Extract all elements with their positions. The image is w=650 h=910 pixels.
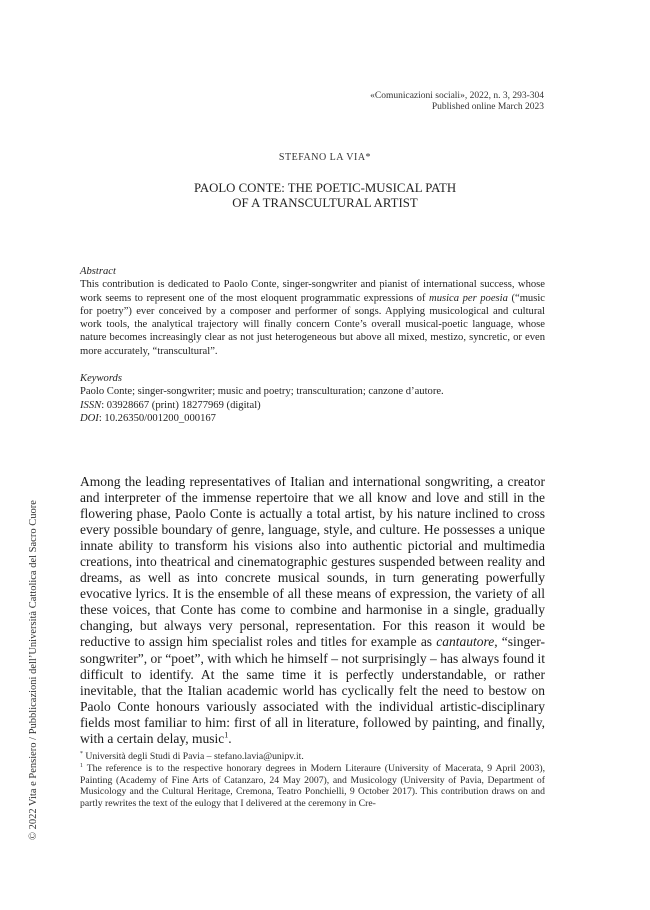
journal-citation: «Comunicazioni sociali», 2022, n. 3, 293-304 — [370, 91, 544, 101]
footnote-author — [80, 751, 545, 763]
footnote-mark: 1 — [80, 762, 83, 769]
body-text-part: Among the leading representatives of Italian and international songwriting, a creator and interpreter of the immense repertoire that we all know and love and still in the flowering phase, Paolo Conte is actually a total artist, by his nature inclined to cross every possible boundary of genre, language, style, and culture. He possesses a unique innate ability to transform his visions also into authentic pictorial and multimedia creations, into theatrical and cinematographic gestures suspended between reality and dreams, as well as into concrete musical sounds, in turn generating powerfully evocative lyrics. It is the ensemble of all these means of expression, the variety of all these voices, that Conte has come to combine and harmonise in a single, gradually changing, but always very personal, representation. For this reason it would be reductive to assign him specialist roles and titles for example as — [80, 474, 545, 650]
publication-date: Published online March 2023 — [431, 102, 544, 112]
author-name: STEFANO LA VIA* — [278, 152, 372, 163]
footnote-text: Università degli Studi di Pavia – stefano.lavia@unipv.it. — [82, 751, 304, 762]
keywords-section — [80, 372, 545, 425]
footnote-reference: 1 — [224, 730, 229, 740]
body-paragraph — [80, 474, 545, 747]
copyright-sidebar: © 2022 Vita e Pensiero / Pubblicazioni dell’Università Cattolica del Sacro Cuore — [28, 500, 39, 840]
doi-line — [80, 412, 545, 425]
abstract-text-part: This contribution is dedicated to Paolo Conte, singer-songwriter and pianist of international success, whose work seems to represent one of the most eloquent programmatic expressions of — [80, 279, 545, 304]
footnote-mark: * — [80, 750, 83, 757]
body-text-end: . — [228, 730, 232, 746]
abstract-text-part: (“music for poetry”) ever conceived by a composer and performer of songs. Applying musicological and cultural work tools, the analytical trajectory will finally concern Conte’s overall musical-poetic language, whose nature becomes increasingly clear as not just heterogeneous but above all mixed, mestizo, syncretic, or even more accurately, “transcultural”. — [80, 292, 545, 357]
article-title — [0, 181, 650, 211]
abstract-section — [80, 265, 545, 358]
abstract-label: Abstract — [80, 266, 116, 277]
abstract-text — [80, 278, 545, 358]
body-text-part: , “singer-songwriter”, or “poet”, with which he himself – not surprisingly – has always found it difficult to identify. At the same time it is perfectly understandable, or rather inevitable, that the Italian academic world has cyclically felt the need to bestow on Paolo Conte honours variously associated with the individual artistic-disciplinary fields most familiar to him: first of all in literature, followed by painting, and finally, with a certain delay, music — [80, 634, 545, 746]
issn-label: ISSN — [80, 399, 102, 411]
issn-line — [80, 399, 545, 412]
keywords-list: Paolo Conte; singer-songwriter; music and poetry; transculturation; canzone d’autore. — [80, 386, 444, 398]
abstract-italic-term: musica per poesia — [429, 292, 508, 304]
footnote-1 — [80, 763, 545, 809]
title-line-2: OF A TRANSCULTURAL ARTIST — [232, 196, 418, 210]
issn-value: : 03928667 (print) 18277969 (digital) — [101, 399, 261, 411]
keywords-label: Keywords — [80, 373, 122, 384]
title-line-1: PAOLO CONTE: THE POETIC-MUSICAL PATH — [193, 181, 457, 195]
doi-label: DOI — [80, 412, 99, 424]
footnote-text: The reference is to the respective honorary degrees in Modern Literaure (University of Macerata, 9 April 2003), Painting (Academy of Fine Arts of Catanzaro, 24 May 2007), and Musicology (University of Pavia, Department of Musicology and the Cultural Heritage, Cremona, Teatro Ponchielli, 9 October 2017). This contribution draws on and partly rewrites the text of the eulogy that I delivered at the ceremony in Cre- — [80, 763, 545, 809]
doi-value: : 10.26350/001200_000167 — [98, 412, 216, 424]
body-italic-term: cantautore — [436, 634, 495, 650]
